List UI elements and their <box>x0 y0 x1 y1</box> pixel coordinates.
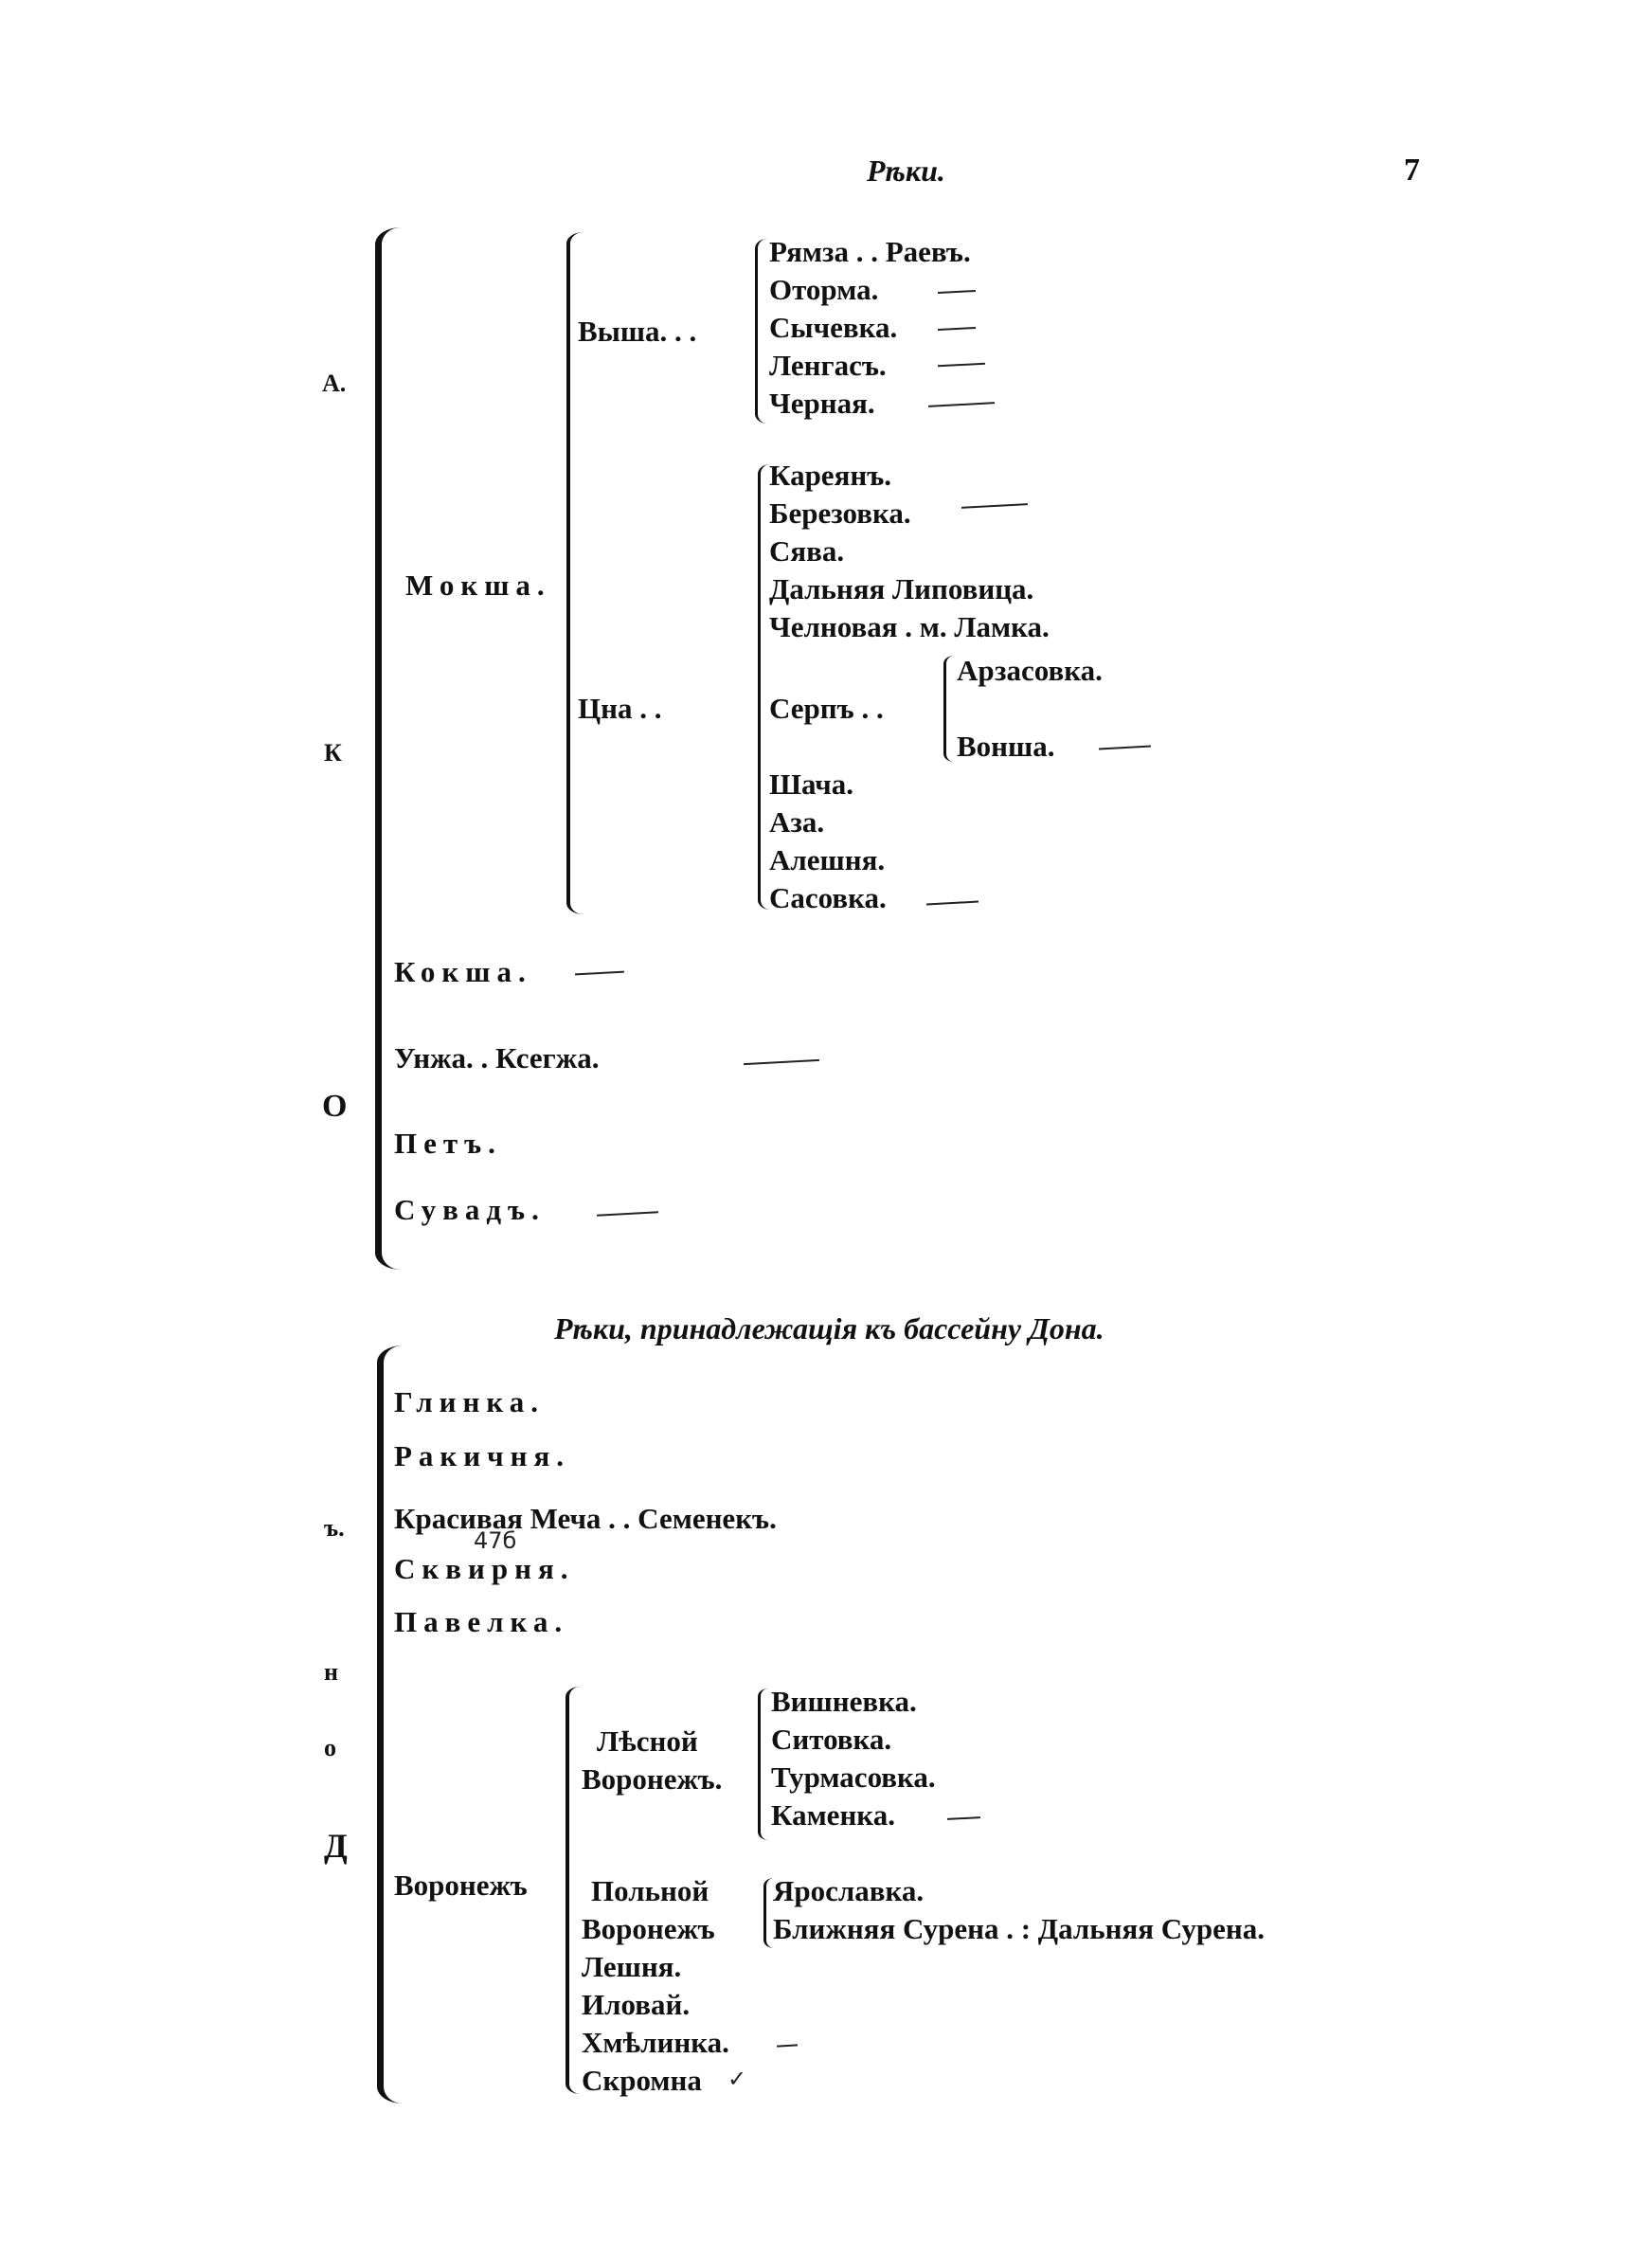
vysha-brace <box>755 239 767 424</box>
tsna-after-4: Сасовка. <box>769 881 887 914</box>
pencil-dash <box>938 327 976 331</box>
vertical-label-don-3: н <box>324 1658 338 1686</box>
serp-item-2: Вонша. <box>957 730 1055 763</box>
tsna-label: Цна . . <box>578 692 662 725</box>
lesnoy-label-1: Лѣсной <box>597 1724 698 1758</box>
handwritten-note: 47б <box>474 1527 517 1554</box>
pencil-dash <box>928 402 995 407</box>
vysha-item-1: Рямза . . Раевъ. <box>769 235 971 268</box>
don-item-2: Ракичня. <box>394 1439 571 1472</box>
serp-label: Серпъ . . <box>769 692 884 725</box>
don-item-3: Красивая Меча . . Семенекъ. <box>394 1502 777 1535</box>
polnoy-item-2: Ближняя Сурена . : Дальняя Сурена. <box>773 1912 1266 1945</box>
don-item-4: Сквирня. <box>394 1552 575 1585</box>
pencil-dash <box>926 901 979 906</box>
tsna-item-2: Березовка. <box>769 497 911 530</box>
lesnoy-item-3: Турмасовка. <box>771 1760 936 1794</box>
pencil-dash <box>744 1059 819 1065</box>
vertical-label-oka-1: А. <box>322 370 347 397</box>
polnoy-item-1: Ярославка. <box>773 1874 925 1907</box>
oka-item-suvad: Сувадъ. <box>394 1193 546 1226</box>
serp-item-1: Арзасовка. <box>957 654 1103 687</box>
tsna-item-1: Кареянъ. <box>769 459 892 492</box>
vertical-label-don-2: о <box>324 1734 336 1761</box>
pencil-checkmark-icon: ✓ <box>727 2066 747 2092</box>
pencil-dash <box>777 2044 798 2047</box>
oka-item-unzha: Унжа. . Ксегжа. <box>394 1041 600 1074</box>
moksha-label: Мокша. <box>405 569 551 602</box>
vysha-label: Выша. . . <box>578 315 697 348</box>
pencil-dash <box>938 363 985 368</box>
vertical-label-oka-3: О <box>322 1089 348 1124</box>
vertical-label-oka-2: К <box>324 739 342 767</box>
voronezh-after-1: Лешня. <box>582 1950 682 1983</box>
voronezh-after-2: Иловай. <box>582 1988 691 2021</box>
polnoy-label-2: Воронежъ <box>582 1912 715 1945</box>
tsna-item-4: Дальняя Липовица. <box>769 572 1034 605</box>
tsna-after-3: Алешня. <box>769 843 886 876</box>
pencil-dash <box>961 503 1028 509</box>
pencil-dash <box>947 1816 980 1820</box>
vysha-item-3: Сычевка. <box>769 311 898 344</box>
don-section-title: Рѣки, принадлежащія къ бассейну Дона. <box>554 1311 1104 1345</box>
pencil-dash <box>938 290 976 294</box>
tsna-item-5: Челновая . м. Ламка. <box>769 610 1050 643</box>
serp-brace <box>943 656 954 762</box>
don-item-1: Глинка. <box>394 1385 545 1418</box>
tsna-item-3: Сява. <box>769 534 845 568</box>
pencil-dash <box>575 971 624 976</box>
lesnoy-label-2: Воронежъ. <box>582 1762 723 1796</box>
pencil-dash <box>597 1211 658 1216</box>
page-header-title: Рѣки. <box>867 153 945 188</box>
tsna-after-2: Аза. <box>769 805 825 839</box>
oka-item-koksha: Кокша. <box>394 955 532 988</box>
lesnoy-item-2: Ситовка. <box>771 1723 892 1756</box>
tsna-after-1: Шача. <box>769 767 854 801</box>
vertical-label-don-4: ъ. <box>324 1514 345 1542</box>
vysha-item-5: Черная. <box>769 387 875 420</box>
lesnoy-brace <box>758 1688 768 1840</box>
lesnoy-item-1: Вишневка. <box>771 1685 917 1718</box>
vertical-label-don-1: Д <box>324 1827 348 1865</box>
vysha-item-4: Ленгасъ. <box>769 349 887 382</box>
voronezh-label: Воронежъ <box>394 1869 528 1902</box>
voronezh-brace <box>566 1687 581 2094</box>
polnoy-label-1: Польной <box>591 1874 709 1907</box>
page-number: 7 <box>1404 153 1420 188</box>
pencil-dash <box>1099 746 1151 750</box>
oka-item-pet: Петъ. <box>394 1127 502 1160</box>
voronezh-after-4: Скромна <box>582 2064 702 2097</box>
oka-brace <box>375 227 401 1270</box>
voronezh-after-3: Хмѣлинка. <box>582 2026 729 2059</box>
vysha-item-2: Оторма. <box>769 273 879 306</box>
lesnoy-item-4: Каменка. <box>771 1798 895 1832</box>
don-item-5: Павелка. <box>394 1605 569 1638</box>
